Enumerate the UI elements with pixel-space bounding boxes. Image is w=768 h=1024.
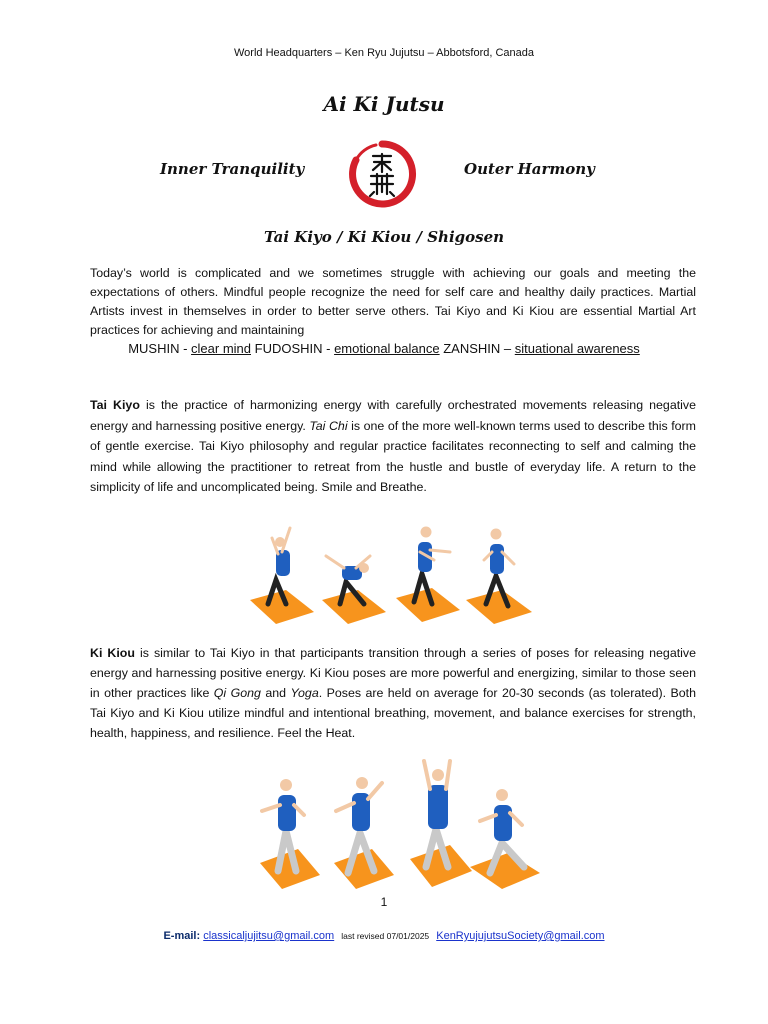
email-label: E-mail: [163, 930, 201, 942]
principle-meaning: situational awareness [514, 341, 640, 356]
intro-paragraph: Today’s world is complicated and we sometimes struggle with achieving our goals and meeting the expectations of others. Mindful people recognize the need for self care and healthy daily practices. Martial Artists invest in themselves in order to better serve others. Tai Kiyo and Ki Kiou are essential Martial Art practices for achieving and maintaining [90, 266, 696, 337]
figure-2 [334, 777, 394, 889]
revision-date: last revised 07/01/2025 [341, 931, 430, 941]
email-link-primary[interactable]: classicaljujitsu@gmail.com [203, 930, 335, 942]
ki-kiou-term: Ki Kiou [90, 646, 135, 660]
figure-1 [260, 779, 320, 889]
tai-kiyo-term: Tai Kiyo [90, 398, 140, 412]
section-subtitle: Tai Kiyo / Ki Kiou / Shigosen [263, 228, 505, 246]
circle-logo-icon [346, 138, 418, 210]
tagline-right: Outer Harmony [464, 160, 595, 178]
principle-term: MUSHIN [128, 341, 180, 356]
page-number: 1 [380, 895, 388, 909]
footer [0, 930, 768, 942]
page-title: Ai Ki Jutsu [323, 92, 445, 116]
figure-4 [466, 529, 532, 625]
tai-kiyo-illustration [246, 520, 536, 624]
principle-term: ZANSHIN [443, 341, 501, 356]
principles-line: MUSHIN - clear mind FUDOSHIN - emotional balance ZANSHIN – situational awareness [128, 341, 640, 356]
principle-meaning: emotional balance [334, 341, 440, 356]
email-link-society[interactable]: KenRyujujutsuSociety@gmail.com [436, 930, 605, 942]
tai-kiyo-paragraph: Tai Kiyo is the practice of harmonizing energy with carefully orchestrated movements releasing negative energy and harnessing positive energy. Tai Chi is one of the more well-known terms used to describe this form of gentle exercise. Tai Kiyo philosophy and regular practice facilitates reconnecting to self and calming the mind while allowing the practitioner to retreat from the hustle and bustle of everyday life. A return to the simplicity of life and uncomplicated being. Smile and Breathe. [90, 398, 696, 494]
figure-2 [322, 556, 386, 624]
figure-3 [410, 761, 472, 887]
figure-4 [470, 789, 540, 889]
principle-meaning: clear mind [191, 341, 251, 356]
ki-kiou-illustration [240, 755, 550, 890]
figure-3 [396, 527, 460, 623]
ki-kiou-paragraph: Ki Kiou is similar to Tai Kiyo in that participants transition through a series of poses for releasing negative energy and harnessing positive energy. Ki Kiou poses are more powerful and energizing, similar to those seen in other practices like Qi Gong and Yoga. Poses are held on average for 20-30 seconds (as tolerated). Both Tai Kiyo and Ki Kiou utilize mindful and intentional breathing, movement, and balance exercises for strength, health, happiness, and resilience. Feel the Heat. [90, 646, 696, 740]
header-location: World Headquarters – Ken Ryu Jujutsu – Abbotsford, Canada [233, 47, 535, 59]
principle-term: FUDOSHIN [254, 341, 323, 356]
tagline-left: Inner Tranquility [160, 160, 305, 178]
figure-1 [250, 528, 314, 624]
